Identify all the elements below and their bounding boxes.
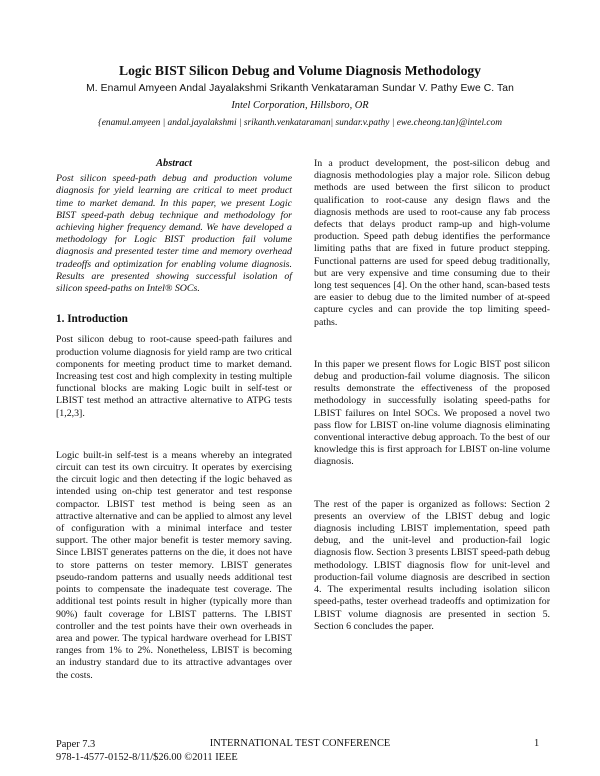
- isbn-copyright: 978-1-4577-0152-8/11/$26.00 ©2011 IEEE: [56, 752, 238, 763]
- abstract-heading: Abstract: [156, 158, 192, 169]
- intro-paragraph-1: Post silicon debug to root-cause speed-path failures and production volume diagnosis for yield ramp are two critical components for meeting product time to market demand. Increasing test cost and high complexity in testing multiple functional blocks are making Logic built in self-test or LBIST test method an attractive alternative to ATPG tests [1,2,3].: [56, 334, 292, 419]
- paper-title: Logic BIST Silicon Debug and Volume Diagnosis Methodology: [119, 63, 481, 78]
- intro-paragraph-5: The rest of the paper is organized as follows: Section 2 presents an overview of the LBIST debug and logic diagnosis including LBIST implementation, speed path debug, and the unit-level and production-fail logic diagnosis flow. Section 3 presents LBIST speed-path debug methodology. LBIST diagnosis flow for unit-level and production-fail volume diagnosis are described in section 4. The experimental results including isolation silicon speed-paths, tester overhead tradeoffs and optimization for LBIST volume diagnosis are presented in section 5. Section 6 concludes the paper.: [314, 498, 550, 632]
- abstract-text: Post silicon speed-path debug and production volume diagnosis for yield learning are critical to meet product time to market demand. In this paper, we present Logic BIST speed-path debug technique and methodology for achieving higher frequency demand. We have developed a methodology for Logic BIST production fail volume diagnosis and presented tester time and memory overhead tradeoffs and optimization for enabling volume diagnosis. Results are presented showing successful isolation of silicon speed-paths on Intel® SOCs.: [56, 173, 292, 295]
- affiliation: Intel Corporation, Hillsboro, OR: [231, 100, 369, 111]
- paper-number: Paper 7.3: [56, 739, 96, 750]
- intro-paragraph-4: In this paper we present flows for Logic BIST post silicon debug and production-fail volume diagnosis. The silicon results demonstrate the effectiveness of the proposed methodology in successfully isolating speed-paths for LBIST failures on Intel SOCs. We proposed a novel two pass flow for LBIST on-line volume diagnosis eliminating conventional interactive debug approach. To the best of our knowledge this is first approach for LBIST on-line volume diagnosis.: [314, 358, 550, 468]
- page-number: 1: [534, 738, 540, 749]
- conference-name: INTERNATIONAL TEST CONFERENCE: [209, 738, 391, 749]
- footer-left: [56, 738, 238, 764]
- section-heading-introduction: 1. Introduction: [56, 313, 128, 326]
- intro-paragraph-2: Logic built-in self-test is a means whereby an integrated circuit can test its own circuitry. It operates by exercising the circuit logic and then detecting if the logic behaved as intended using on-chip test generator and test response compactor. LBIST test method is being seen as an attractive alternative and can be applied to almost any level of configuration with a minimal interface and tester support. The other major benefit is tester memory saving. Since LBIST generates patterns on the die, it does not have to store patterns on tester memory. LBIST generates pseudo-random patterns and usually needs additional test points to compensate the inadequate test coverage. The additional test points result in higher (typically more than 90%) fault coverage for LBIST patterns. The LBIST controller and the test points have their own overheads in area and power. The typical hardware overhead for LBIST ranges from 1% to 2%. Nonetheless, LBIST is becoming an industry standard due to its attractive advantages over the costs.: [56, 449, 292, 681]
- author-list: M. Enamul Amyeen Andal Jayalakshmi Srikanth Venkataraman Sundar V. Pathy Ewe C. Tan: [86, 83, 514, 94]
- author-emails: {enamul.amyeen | andal.jayalakshmi | srikanth.venkataraman| sundar.v.pathy | ewe.cheong.tan}@intel.com: [97, 118, 503, 128]
- right-column: [314, 158, 550, 633]
- left-column: [56, 158, 292, 682]
- intro-paragraph-3: In a product development, the post-silicon debug and diagnosis methodologies play a major role. Silicon debug methods are used between the first silicon to product qualification to root-cause any design flaws and the diagnosis methods are used to root-cause any fab process defects that delays product ramp-up and high-volume production. Speed path debug identifies the performance limiting paths that are fixed in future product stepping. Functional patterns are used for speed debug traditionally, but are very expensive and time consuming due to their long test sequences [4]. On the other hand, scan-based tests are easier to debug due to the limited number of at-speed capture cycles and can provide the top limiting speed-paths.: [314, 158, 550, 328]
